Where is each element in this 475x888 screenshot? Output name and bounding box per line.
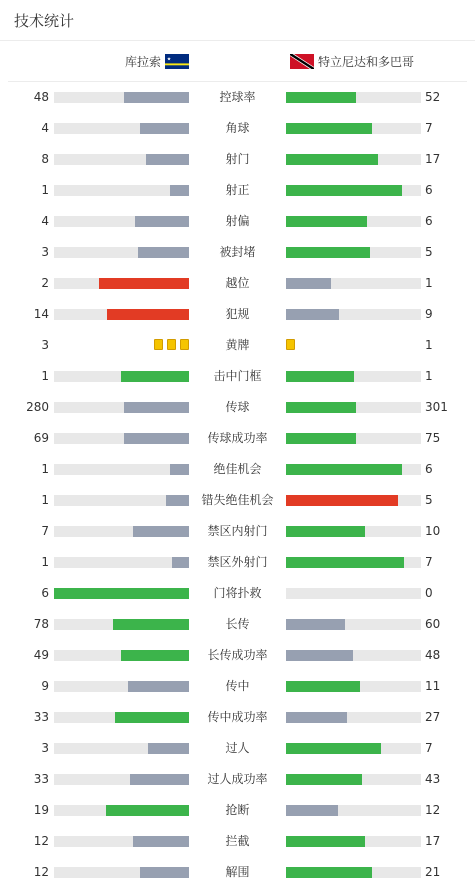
home-stat-bar	[54, 867, 189, 878]
home-stat-value: 7	[41, 524, 49, 538]
away-stat-bar-fill	[286, 805, 338, 816]
stat-row	[0, 144, 475, 175]
home-stat-value: 12	[33, 865, 49, 879]
home-stat-bar-fill	[115, 712, 189, 723]
home-stat-bar	[54, 371, 189, 382]
stat-label: 过人成功率	[207, 772, 268, 786]
away-stat-bar-fill	[286, 92, 356, 103]
away-stat-bar-fill	[286, 743, 381, 754]
away-stat-bar	[286, 836, 421, 847]
stat-row	[0, 82, 475, 113]
away-stat-bar	[286, 371, 421, 382]
stat-label: 禁区内射门	[207, 524, 268, 538]
away-stat-value: 75	[425, 431, 441, 445]
stat-row	[0, 516, 475, 547]
away-stat-value: 17	[425, 152, 441, 166]
away-stat-bar-fill	[286, 123, 372, 134]
yellow-card-icon	[286, 339, 295, 350]
away-stat-value: 0	[425, 586, 433, 600]
home-stat-value: 4	[41, 121, 49, 135]
away-stat-value: 6	[425, 183, 433, 197]
stats-header	[0, 0, 475, 41]
stat-row	[0, 671, 475, 702]
home-stat-value: 48	[33, 90, 49, 104]
trinidad-and-tobago-flag-icon	[290, 54, 314, 69]
home-stat-value: 3	[41, 741, 49, 755]
home-stat-bar	[54, 185, 189, 196]
stat-label: 门将扑救	[213, 586, 262, 600]
home-stat-bar	[54, 805, 189, 816]
away-stat-value: 1	[425, 369, 433, 383]
home-yellow-cards	[154, 339, 189, 350]
stat-row	[0, 826, 475, 857]
away-stat-bar-fill	[286, 495, 398, 506]
home-stat-bar	[54, 247, 189, 258]
away-stat-value: 7	[425, 555, 433, 569]
stat-row	[0, 795, 475, 826]
away-stat-bar-fill	[286, 433, 356, 444]
home-stat-bar-fill	[148, 743, 189, 754]
away-stat-bar-fill	[286, 371, 354, 382]
away-stat-bar-fill	[286, 867, 372, 878]
away-stat-bar	[286, 278, 421, 289]
home-stat-bar-fill	[121, 371, 189, 382]
page-title: 技术统计	[14, 12, 75, 30]
teams-row	[8, 41, 467, 82]
home-stat-bar-fill	[113, 619, 189, 630]
away-stat-value: 12	[425, 803, 441, 817]
home-stat-value: 3	[41, 245, 49, 259]
home-stat-bar	[54, 836, 189, 847]
stat-label: 禁区外射门	[207, 555, 268, 569]
home-stat-bar	[54, 619, 189, 630]
away-team	[290, 53, 414, 70]
home-stat-bar-fill	[128, 681, 189, 692]
stat-row	[0, 485, 475, 516]
home-stat-bar-fill	[107, 309, 189, 320]
away-stat-value: 10	[425, 524, 441, 538]
away-stat-bar-fill	[286, 836, 365, 847]
stat-label: 解围	[225, 865, 250, 879]
home-stat-value: 4	[41, 214, 49, 228]
stat-label: 抢断	[225, 803, 250, 817]
home-stat-bar-fill	[106, 805, 189, 816]
away-stat-bar	[286, 185, 421, 196]
away-stat-value: 6	[425, 214, 433, 228]
home-team-name: 库拉索	[125, 55, 162, 69]
home-stat-bar	[54, 402, 189, 413]
home-stat-bar	[54, 526, 189, 537]
stat-row	[0, 609, 475, 640]
stat-row	[0, 361, 475, 392]
home-team	[125, 53, 189, 70]
away-stat-bar	[286, 309, 421, 320]
home-stat-value: 280	[26, 400, 49, 414]
yellow-card-icon	[154, 339, 163, 350]
away-stat-bar-fill	[286, 526, 365, 537]
home-stat-value: 1	[41, 462, 49, 476]
away-stat-bar-fill	[286, 185, 402, 196]
away-stat-value: 7	[425, 121, 433, 135]
away-stat-bar-fill	[286, 247, 370, 258]
home-stat-bar-fill	[130, 774, 189, 785]
stat-row	[0, 423, 475, 454]
stat-label: 传中	[225, 679, 250, 693]
away-team-name: 特立尼达和多巴哥	[318, 55, 415, 69]
stat-row	[0, 299, 475, 330]
stat-label: 击中门框	[213, 369, 262, 383]
curacao-flag-icon	[165, 54, 189, 69]
home-stat-bar-fill	[133, 836, 189, 847]
stat-label: 绝佳机会	[213, 462, 262, 476]
away-stat-bar	[286, 402, 421, 413]
home-stat-bar	[54, 154, 189, 165]
stat-label: 拦截	[225, 834, 250, 848]
home-stat-bar-fill	[124, 92, 189, 103]
away-stat-bar	[286, 92, 421, 103]
home-stat-bar-fill	[140, 867, 189, 878]
away-yellow-cards	[286, 339, 295, 350]
home-stat-value: 69	[33, 431, 49, 445]
away-stat-bar	[286, 154, 421, 165]
stat-row	[0, 175, 475, 206]
stat-label: 传球	[225, 400, 250, 414]
away-stat-bar	[286, 247, 421, 258]
away-stat-bar	[286, 619, 421, 630]
home-stat-bar-fill	[124, 433, 189, 444]
home-stat-value: 33	[33, 772, 49, 786]
home-stat-bar	[54, 123, 189, 134]
away-stat-bar-fill	[286, 402, 356, 413]
stat-row	[0, 392, 475, 423]
stat-row	[0, 640, 475, 671]
away-stat-bar	[286, 867, 421, 878]
stat-row	[0, 764, 475, 795]
stat-label: 过人	[225, 741, 250, 755]
away-stat-value: 60	[425, 617, 441, 631]
yellow-card-icon	[180, 339, 189, 350]
home-stat-bar-fill	[140, 123, 189, 134]
home-stat-value: 8	[41, 152, 49, 166]
stat-label: 角球	[225, 121, 250, 135]
away-stat-value: 17	[425, 834, 441, 848]
home-stat-value: 19	[33, 803, 49, 817]
stat-row	[0, 206, 475, 237]
home-stat-bar-fill	[124, 402, 189, 413]
stats-list	[0, 82, 475, 888]
stat-label: 传球成功率	[207, 431, 268, 445]
stat-row	[0, 578, 475, 609]
home-stat-bar-fill	[138, 247, 189, 258]
away-stat-bar	[286, 216, 421, 227]
away-stat-bar	[286, 712, 421, 723]
home-stat-value: 14	[33, 307, 49, 321]
home-stat-bar	[54, 433, 189, 444]
stat-row	[0, 268, 475, 299]
home-stat-value: 1	[41, 493, 49, 507]
stat-label: 越位	[225, 276, 250, 290]
away-stat-bar-fill	[286, 154, 378, 165]
stat-row	[0, 113, 475, 144]
home-stat-value: 78	[33, 617, 49, 631]
stat-row	[0, 330, 475, 361]
home-stat-bar	[54, 588, 189, 599]
stat-row	[0, 547, 475, 578]
away-stat-bar	[286, 557, 421, 568]
home-stat-bar	[54, 278, 189, 289]
away-stat-bar-fill	[286, 309, 339, 320]
home-stat-bar-fill	[54, 588, 189, 599]
away-stat-bar-fill	[286, 774, 362, 785]
home-stat-bar-fill	[170, 464, 189, 475]
away-stat-bar-fill	[286, 650, 353, 661]
away-stat-bar-fill	[286, 278, 331, 289]
away-stat-bar	[286, 495, 421, 506]
away-stat-value: 9	[425, 307, 433, 321]
home-stat-value: 9	[41, 679, 49, 693]
home-stat-bar	[54, 92, 189, 103]
stat-row	[0, 702, 475, 733]
stat-label: 传中成功率	[207, 710, 268, 724]
home-stat-bar	[54, 309, 189, 320]
away-stat-value: 5	[425, 493, 433, 507]
away-stat-bar-fill	[286, 557, 404, 568]
away-stat-bar	[286, 805, 421, 816]
away-stat-bar-fill	[286, 712, 347, 723]
away-stat-bar	[286, 526, 421, 537]
home-stat-bar	[54, 681, 189, 692]
away-stat-bar-fill	[286, 619, 345, 630]
stat-label: 被封堵	[219, 245, 256, 259]
stat-label: 射门	[225, 152, 250, 166]
home-stat-value: 2	[41, 276, 49, 290]
away-stat-value: 7	[425, 741, 433, 755]
away-stat-bar-fill	[286, 681, 360, 692]
home-stat-bar	[54, 650, 189, 661]
stat-row	[0, 454, 475, 485]
home-stat-bar-fill	[133, 526, 189, 537]
away-stat-bar	[286, 774, 421, 785]
home-stat-bar-fill	[166, 495, 189, 506]
home-stat-bar-fill	[170, 185, 189, 196]
away-stat-value: 5	[425, 245, 433, 259]
stat-label: 长传成功率	[207, 648, 268, 662]
home-stat-bar	[54, 712, 189, 723]
stat-label: 错失绝佳机会	[201, 493, 274, 507]
away-stat-bar	[286, 588, 421, 599]
stat-row	[0, 733, 475, 764]
home-stat-bar	[54, 495, 189, 506]
home-stat-value: 1	[41, 183, 49, 197]
home-stat-value: 1	[41, 369, 49, 383]
away-stat-value: 43	[425, 772, 441, 786]
away-stat-bar	[286, 123, 421, 134]
home-stat-bar-fill	[99, 278, 189, 289]
home-stat-bar	[54, 743, 189, 754]
home-stat-value: 3	[41, 338, 49, 352]
home-stat-value: 12	[33, 834, 49, 848]
away-stat-value: 52	[425, 90, 441, 104]
home-stat-bar-fill	[146, 154, 189, 165]
away-stat-bar-fill	[286, 216, 367, 227]
away-stat-bar-fill	[286, 464, 402, 475]
stat-label: 射正	[225, 183, 250, 197]
away-stat-value: 1	[425, 276, 433, 290]
home-stat-bar	[54, 216, 189, 227]
away-stat-bar	[286, 743, 421, 754]
home-stat-value: 6	[41, 586, 49, 600]
stat-label: 控球率	[219, 90, 256, 104]
stat-label: 犯规	[225, 307, 250, 321]
stat-label: 射偏	[225, 214, 250, 228]
stat-label: 长传	[225, 617, 250, 631]
away-stat-value: 1	[425, 338, 433, 352]
home-stat-bar	[54, 774, 189, 785]
away-stat-bar	[286, 681, 421, 692]
stat-row	[0, 857, 475, 888]
home-stat-bar-fill	[172, 557, 189, 568]
away-stat-bar	[286, 464, 421, 475]
home-stat-value: 49	[33, 648, 49, 662]
away-stat-value: 21	[425, 865, 441, 879]
away-stat-bar	[286, 433, 421, 444]
away-stat-value: 48	[425, 648, 441, 662]
home-stat-value: 1	[41, 555, 49, 569]
home-stat-bar	[54, 557, 189, 568]
stat-row	[0, 237, 475, 268]
away-stat-value: 6	[425, 462, 433, 476]
away-stat-bar	[286, 650, 421, 661]
home-stat-bar-fill	[121, 650, 189, 661]
home-stat-bar	[54, 464, 189, 475]
away-stat-value: 11	[425, 679, 441, 693]
stat-label: 黄牌	[225, 338, 250, 352]
away-stat-value: 301	[425, 400, 448, 414]
away-stat-value: 27	[425, 710, 441, 724]
yellow-card-icon	[167, 339, 176, 350]
home-stat-value: 33	[33, 710, 49, 724]
home-stat-bar-fill	[135, 216, 189, 227]
